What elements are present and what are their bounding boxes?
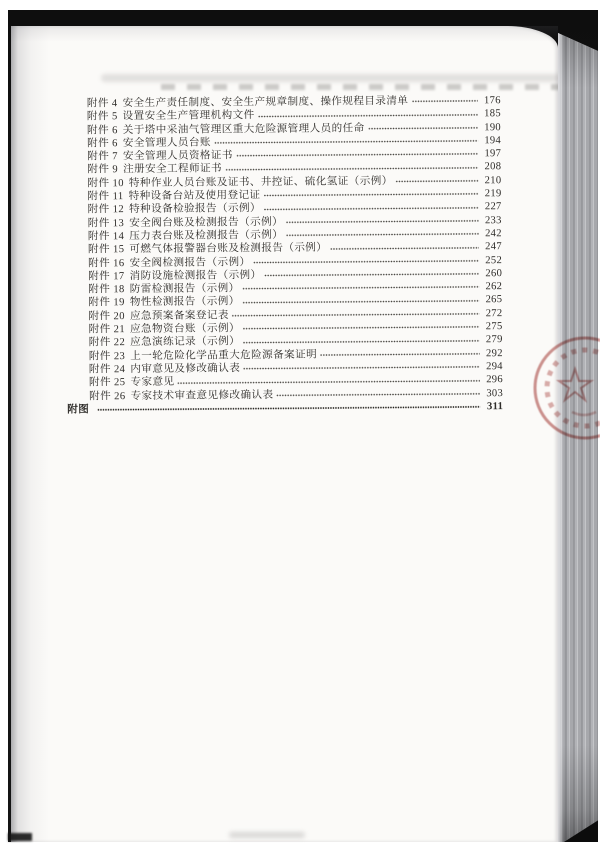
toc-entry-title: 特种设备检验报告（示例）: [129, 203, 262, 216]
dot-leader: [320, 352, 480, 356]
toc-entry-title: 特种设备台站及使用登记证: [128, 190, 261, 203]
toc-entry-label: 附件 23: [88, 350, 126, 363]
toc-entry-title: 消防设施检测报告（示例）: [129, 269, 262, 282]
toc-entry-title: 安全阀检测报告（示例）: [129, 256, 251, 269]
toc-entry-page: 294: [486, 361, 503, 373]
toc-entry-page: 265: [485, 294, 503, 306]
toc-entry-page: 219: [484, 188, 502, 200]
toc-entry-title: 应急物资台账（示例）: [129, 323, 241, 336]
dot-leader: [243, 366, 480, 371]
toc-entry-label: 附件 7: [87, 151, 119, 163]
dot-leader: [243, 326, 480, 331]
toc-entry-label: 附件 4: [86, 98, 118, 110]
toc-entry-title: 安全阀台账及检测报告（示例）: [129, 216, 284, 229]
toc-entry-title: 安全管理人员台账: [122, 137, 211, 150]
scan-smudge: [229, 832, 305, 838]
toc-entry-label: 附件 24: [88, 364, 126, 376]
toc-entry-label: 附图: [67, 404, 90, 416]
toc-entry-page: 176: [483, 95, 501, 107]
dot-leader: [258, 113, 478, 118]
toc-entry-title: 注册安全工程师证书: [123, 163, 223, 176]
dot-leader: [236, 153, 478, 158]
table-of-contents: [10, 92, 559, 415]
book-page: [11, 26, 558, 842]
toc-entry-title: 专家意见: [130, 376, 175, 389]
toc-entry-label: 附件 17: [88, 270, 125, 283]
toc-entry-page: 233: [484, 214, 502, 226]
toc-entry-page: 242: [485, 228, 502, 240]
toc-entry-title: 防雷检测报告（示例）: [129, 283, 240, 296]
toc-entry-page: 275: [485, 321, 503, 333]
toc-entry-title: 设置安全生产管理机构文件: [122, 110, 255, 123]
toc-entry-page: 208: [484, 161, 502, 173]
dot-leader: [264, 206, 479, 211]
toc-entry-title: 应急预案备案登记表: [129, 310, 229, 322]
dot-leader: [232, 312, 480, 317]
dot-leader: [368, 126, 478, 130]
toc-entry-title: 安全生产责任制度、安全生产规章制度、操作规程目录清单: [122, 95, 409, 110]
toc-entry-label: 附件 21: [88, 324, 126, 336]
toc-entry-title: 安全管理人员资格证书: [122, 150, 233, 163]
toc-entry-page: 197: [484, 148, 502, 160]
toc-entry-title: 可燃气体报警器台账及检测报告（示例）: [129, 242, 328, 256]
toc-entry-page: 262: [485, 281, 503, 293]
toc-entry-label: 附件 5: [86, 111, 118, 123]
toc-entry-title: 内审意见及修改确认表: [130, 363, 241, 376]
toc-entry-label: 附件 12: [87, 204, 125, 216]
toc-entry-page: 292: [485, 347, 503, 359]
toc-entry-title: 物性检测报告（示例）: [129, 296, 240, 309]
ink-bleed-through: [161, 84, 561, 90]
toc-entry-title: 应急演练记录（示例）: [130, 336, 241, 349]
toc-entry-label: 附件 14: [87, 231, 125, 243]
toc-entry-page: 247: [485, 241, 502, 253]
dot-leader: [264, 193, 479, 198]
toc-entry-label: 附件 15: [87, 244, 125, 256]
toc-entry-title: 压力表台账及检测报告（示例）: [129, 229, 284, 243]
toc-entry-page: 190: [484, 121, 502, 133]
dot-leader: [330, 246, 479, 250]
dot-leader: [253, 259, 479, 264]
dot-leader: [214, 140, 478, 145]
ink-bleed-through: [101, 74, 561, 82]
toc-entry-label: 附件 22: [88, 337, 126, 349]
toc-entry-label: 附件 6: [87, 138, 118, 150]
toc-entry-page: 194: [484, 135, 502, 147]
page-top-shade: [11, 26, 558, 42]
dot-leader: [411, 100, 477, 104]
toc-entry-label: 附件 6: [86, 124, 118, 136]
toc-entry-page: 296: [486, 374, 504, 386]
toc-entry-label: 附件 9: [87, 164, 119, 176]
toc-entry-label: 附件 19: [88, 297, 125, 309]
toc-entry-label: 附件 20: [88, 310, 125, 323]
dot-leader: [286, 233, 479, 238]
toc-entry-label: 附件 10: [87, 177, 124, 190]
toc-entry-page: 303: [486, 387, 504, 399]
toc-entry-page: 311: [486, 400, 504, 413]
toc-entry-label: 附件 18: [88, 284, 125, 296]
toc-entry-page: 210: [484, 174, 502, 187]
toc-entry-page: 279: [485, 334, 503, 346]
toc-entry-page: 260: [485, 268, 503, 280]
toc-entry-title: 专家技术审查意见修改确认表: [130, 389, 274, 402]
dot-leader: [286, 219, 479, 224]
toc-entry-title: 特种作业人员台账及证书、井控证、硫化氢证（示例）: [128, 175, 393, 189]
toc-entry-label: 附件 26: [89, 390, 126, 402]
toc-entry-title: 关于塔中采油气管理区重大危险源管理人员的任命: [122, 122, 365, 136]
dot-leader: [265, 272, 480, 277]
dot-leader: [243, 299, 480, 304]
toc-entry-label: 附件 25: [88, 377, 126, 389]
red-seal-icon: [528, 326, 600, 450]
toc-entry-page: 272: [485, 307, 503, 320]
dot-leader: [177, 379, 480, 384]
toc-entry-page: 252: [485, 254, 503, 266]
dot-leader: [276, 392, 480, 397]
toc-entry-label: 附件 13: [87, 217, 125, 230]
dot-leader: [396, 179, 479, 183]
toc-entry-label: 附件 16: [88, 257, 125, 269]
toc-entry-label: 附件 11: [87, 191, 124, 203]
toc-entry-page: 227: [484, 201, 502, 213]
scanner-corner-bottom-left: [8, 833, 32, 841]
toc-entry-page: 185: [484, 108, 501, 120]
dot-leader: [97, 405, 480, 411]
dot-leader: [243, 286, 480, 291]
dot-leader: [225, 166, 478, 171]
toc-entry-title: 上一轮危险化学品重大危险源备案证明: [130, 349, 318, 362]
dot-leader: [243, 339, 480, 344]
